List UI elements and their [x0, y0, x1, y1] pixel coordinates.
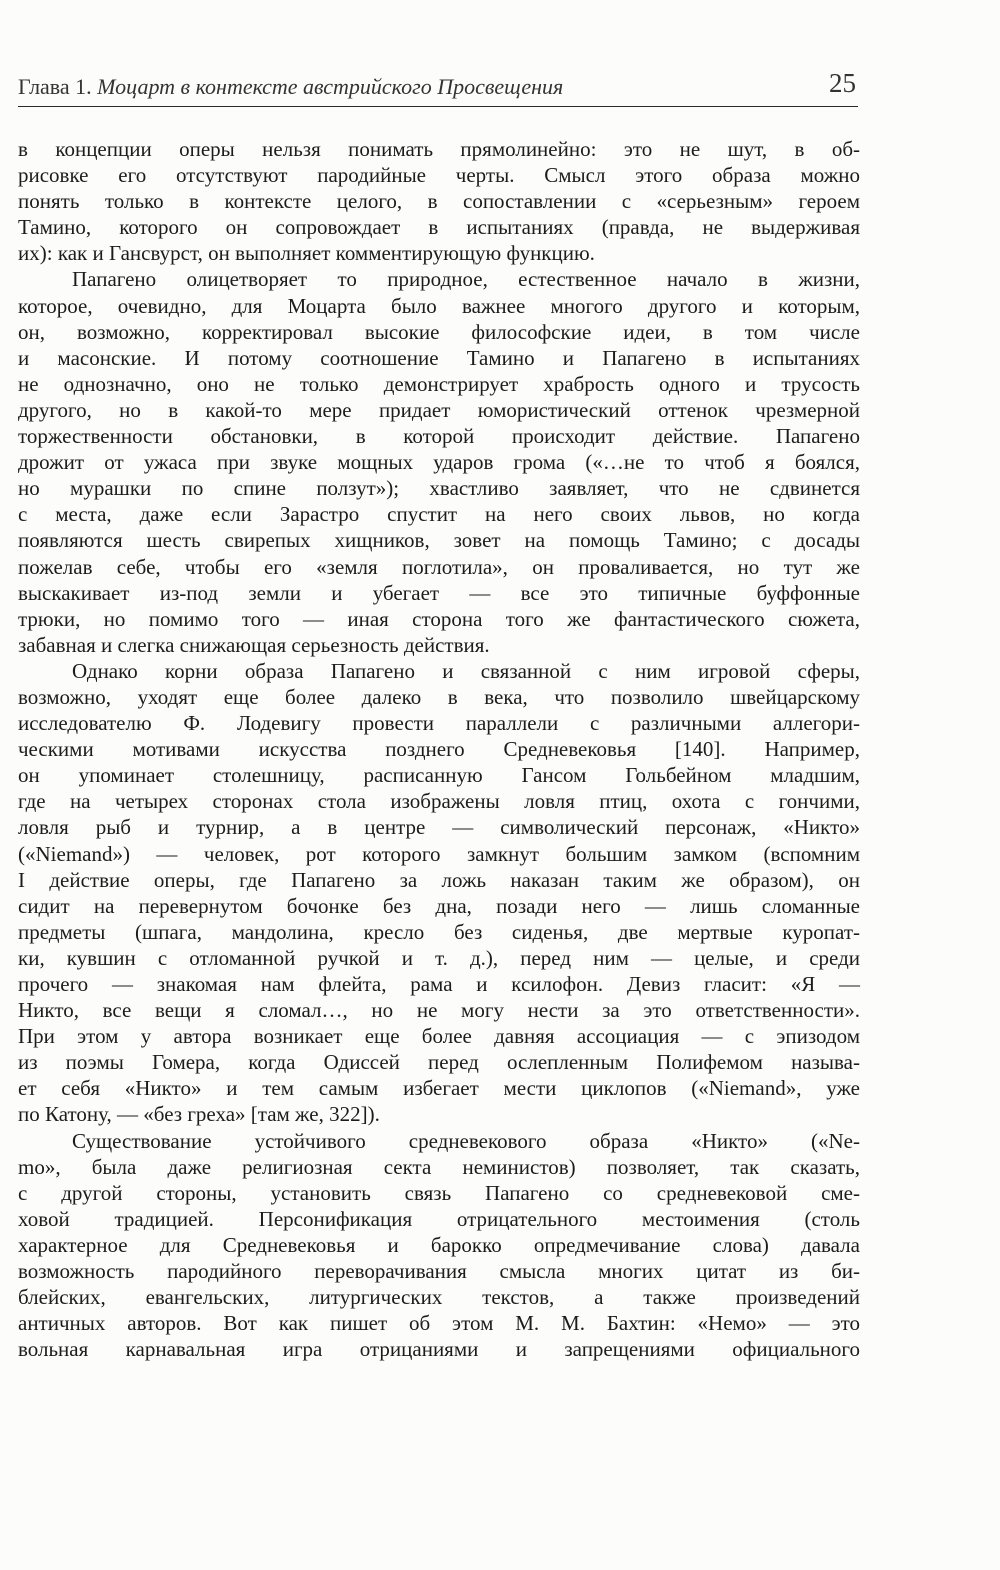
text-line: пожелав себе, чтобы его «земля поглотила», он проваливается, но тут же [18, 554, 860, 579]
chapter-label: Глава 1. [18, 74, 92, 99]
text-line: возможно, уходят еще более далеко в века, что позволило швейцарскому [18, 684, 860, 709]
text-line: Тамино, которого он сопровождает в испытаниях (правда, не выдерживая [18, 215, 860, 240]
text-line: Папагено олицетворяет то природное, естественное начало в жизни, [72, 267, 860, 292]
text-line: античных авторов. Вот как пишет об этом М. М. Бахтин: «Немо» — это [18, 1311, 860, 1336]
text-line: забавная и слегка снижающая серьезность действия. [18, 632, 490, 657]
text-line: I действие оперы, где Папагено за ложь наказан таким же образом), он [18, 867, 860, 892]
chapter-title [18, 74, 563, 100]
text-line: другого, но в какой-то мере придает юмористический оттенок чрезмерной [18, 397, 860, 422]
text-line: и масонские. И потому соотношение Тамино и Папагено в испытаниях [18, 345, 860, 370]
text-line: с места, даже если Зарастро спустит на него своих львов, но когда [18, 502, 860, 527]
chapter-name: Моцарт в контексте австрийского Просвещения [97, 74, 564, 99]
text-line: не однозначно, оно не только демонстрирует храбрость одного и трусость [18, 371, 860, 396]
text-line: При этом у автора возникает еще более давняя ассоциация — с эпизодом [18, 1024, 860, 1049]
text-line: ловля рыб и турнир, а в центре — символический персонаж, «Никто» [18, 815, 860, 840]
text-line: Существование устойчивого средневекового образа «Никто» («Ne- [72, 1128, 860, 1153]
text-line: характерное для Средневековья и барокко опредмечивание слова) давала [18, 1232, 860, 1257]
page-number: 25 [829, 68, 856, 98]
text-line: сидит на перевернутом бочонке без дна, позади него — лишь сломанные [18, 893, 860, 918]
text-line: понять только в контексте целого, в сопоставлении с «серьезным» героем [18, 189, 860, 214]
text-line: Никто, все вещи я сломал…, но не могу нести за это ответственности». [18, 998, 860, 1023]
text-line: с другой стороны, установить связь Папагено со средневековой сме- [18, 1180, 860, 1205]
text-line: прочего — знакомая нам флейта, рама и ксилофон. Девиз гласит: «Я — [18, 972, 860, 996]
text-line: исследователю Ф. Лодевигу провести параллели с различными аллегори- [18, 711, 860, 736]
text-line: он, возможно, корректировал высокие философские идеи, в том числе [18, 319, 860, 344]
text-line: он упоминает столешницу, расписанную Гансом Гольбейном младшим, [18, 763, 860, 788]
text-line: их): как и Гансвурст, он выполняет комментирующую функцию. [18, 241, 595, 266]
text-line: в концепции оперы нельзя понимать прямолинейно: это не шут, в об- [18, 137, 860, 161]
text-line: ки, кувшин с отломанной ручкой и т. д.), перед ним — целые, и среди [18, 945, 860, 970]
text-line: ет себя «Никто» и тем самым избегает мести циклопов («Niemand», уже [18, 1076, 860, 1101]
text-line: из поэмы Гомера, когда Одиссей перед ослепленным Полифемом называ- [18, 1050, 860, 1075]
text-line: mo», была даже религиозная секта неминистов) позволяет, так сказать, [18, 1154, 860, 1179]
text-line: блейских, евангельских, литургических текстов, а также произведений [18, 1285, 860, 1310]
text-line: по Катону, — «без греха» [там же, 322]). [18, 1102, 380, 1127]
text-line: выскакивает из-под земли и убегает — все это типичные буффонные [18, 580, 860, 605]
text-line: рисовке его отсутствуют пародийные черты. Смысл этого образа можно [18, 163, 860, 188]
text-line: трюки, но помимо того — иная сторона того же фантастического сюжета, [18, 606, 860, 631]
running-head [18, 66, 858, 107]
text-line: ховой традицией. Персонификация отрицательного местоимения (столь [18, 1206, 860, 1231]
text-line: предметы (шпага, мандолина, кресло без сиденья, две мертвые куропат- [18, 919, 860, 944]
text-line: («Niemand») — человек, рот которого замкнут большим замком (вспомним [18, 841, 860, 866]
text-line: вольная карнавальная игра отрицаниями и запрещениями официального [18, 1337, 860, 1362]
text-line: дрожит от ужаса при звуке мощных ударов грома («…не то чтоб я боялся, [18, 450, 860, 475]
text-line: которое, очевидно, для Моцарта было важнее многого другого и которым, [18, 293, 860, 318]
text-line: Однако корни образа Папагено и связанной с ним игровой сферы, [72, 658, 860, 683]
text-line: возможность пародийного переворачивания смысла многих цитат из би- [18, 1259, 860, 1284]
body-text [18, 136, 860, 1362]
text-line: появляются шесть свирепых хищников, зовет на помощь Тамино; с досады [18, 528, 860, 553]
text-line: но мурашки по спине ползут»); хвастливо заявляет, что не сдвинется [18, 476, 860, 501]
text-line: ческими мотивами искусства позднего Средневековья [140]. Например, [18, 737, 860, 762]
text-line: торжественности обстановки, в которой происходит действие. Папагено [18, 424, 860, 449]
text-line: где на четырех сторонах стола изображены ловля птиц, охота с гончими, [18, 789, 860, 814]
